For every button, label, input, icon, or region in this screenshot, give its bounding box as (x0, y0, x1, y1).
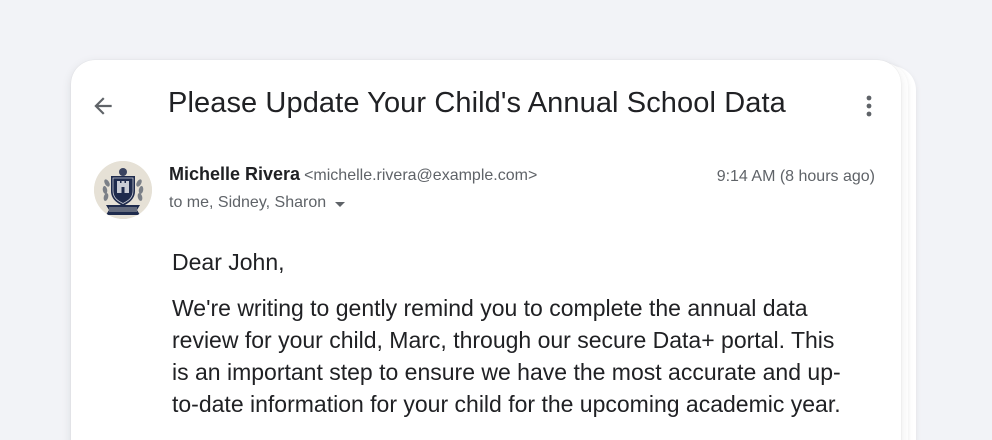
email-subject: Please Update Your Child's Annual School Data (168, 87, 786, 119)
school-crest-avatar (94, 161, 152, 219)
sender-email: <michelle.rivera@example.com> (304, 167, 538, 184)
sender-line (169, 164, 537, 185)
back-button[interactable] (87, 90, 119, 122)
email-paragraph: We're writing to gently remind you to complete the annual data review for your child, Marc, through our secure Data+ portal. This is an important step to ensure we have the most accurate and up-to-date information for your child for the upcoming academic year. (172, 295, 841, 417)
more-options-button[interactable] (855, 90, 883, 122)
sender-avatar[interactable] (94, 161, 152, 219)
more-vert-icon (865, 94, 873, 118)
email-body (172, 246, 852, 420)
recipients-label: to me, Sidney, Sharon (169, 194, 327, 211)
email-card (71, 60, 901, 440)
arrow-left-icon (90, 93, 116, 119)
caret-down-icon (335, 202, 345, 207)
sender-name[interactable]: Michelle Rivera (169, 164, 301, 184)
recipients-toggle[interactable] (169, 194, 345, 212)
email-timestamp: 9:14 AM (8 hours ago) (716, 168, 875, 185)
email-greeting: Dear John, (172, 249, 285, 275)
